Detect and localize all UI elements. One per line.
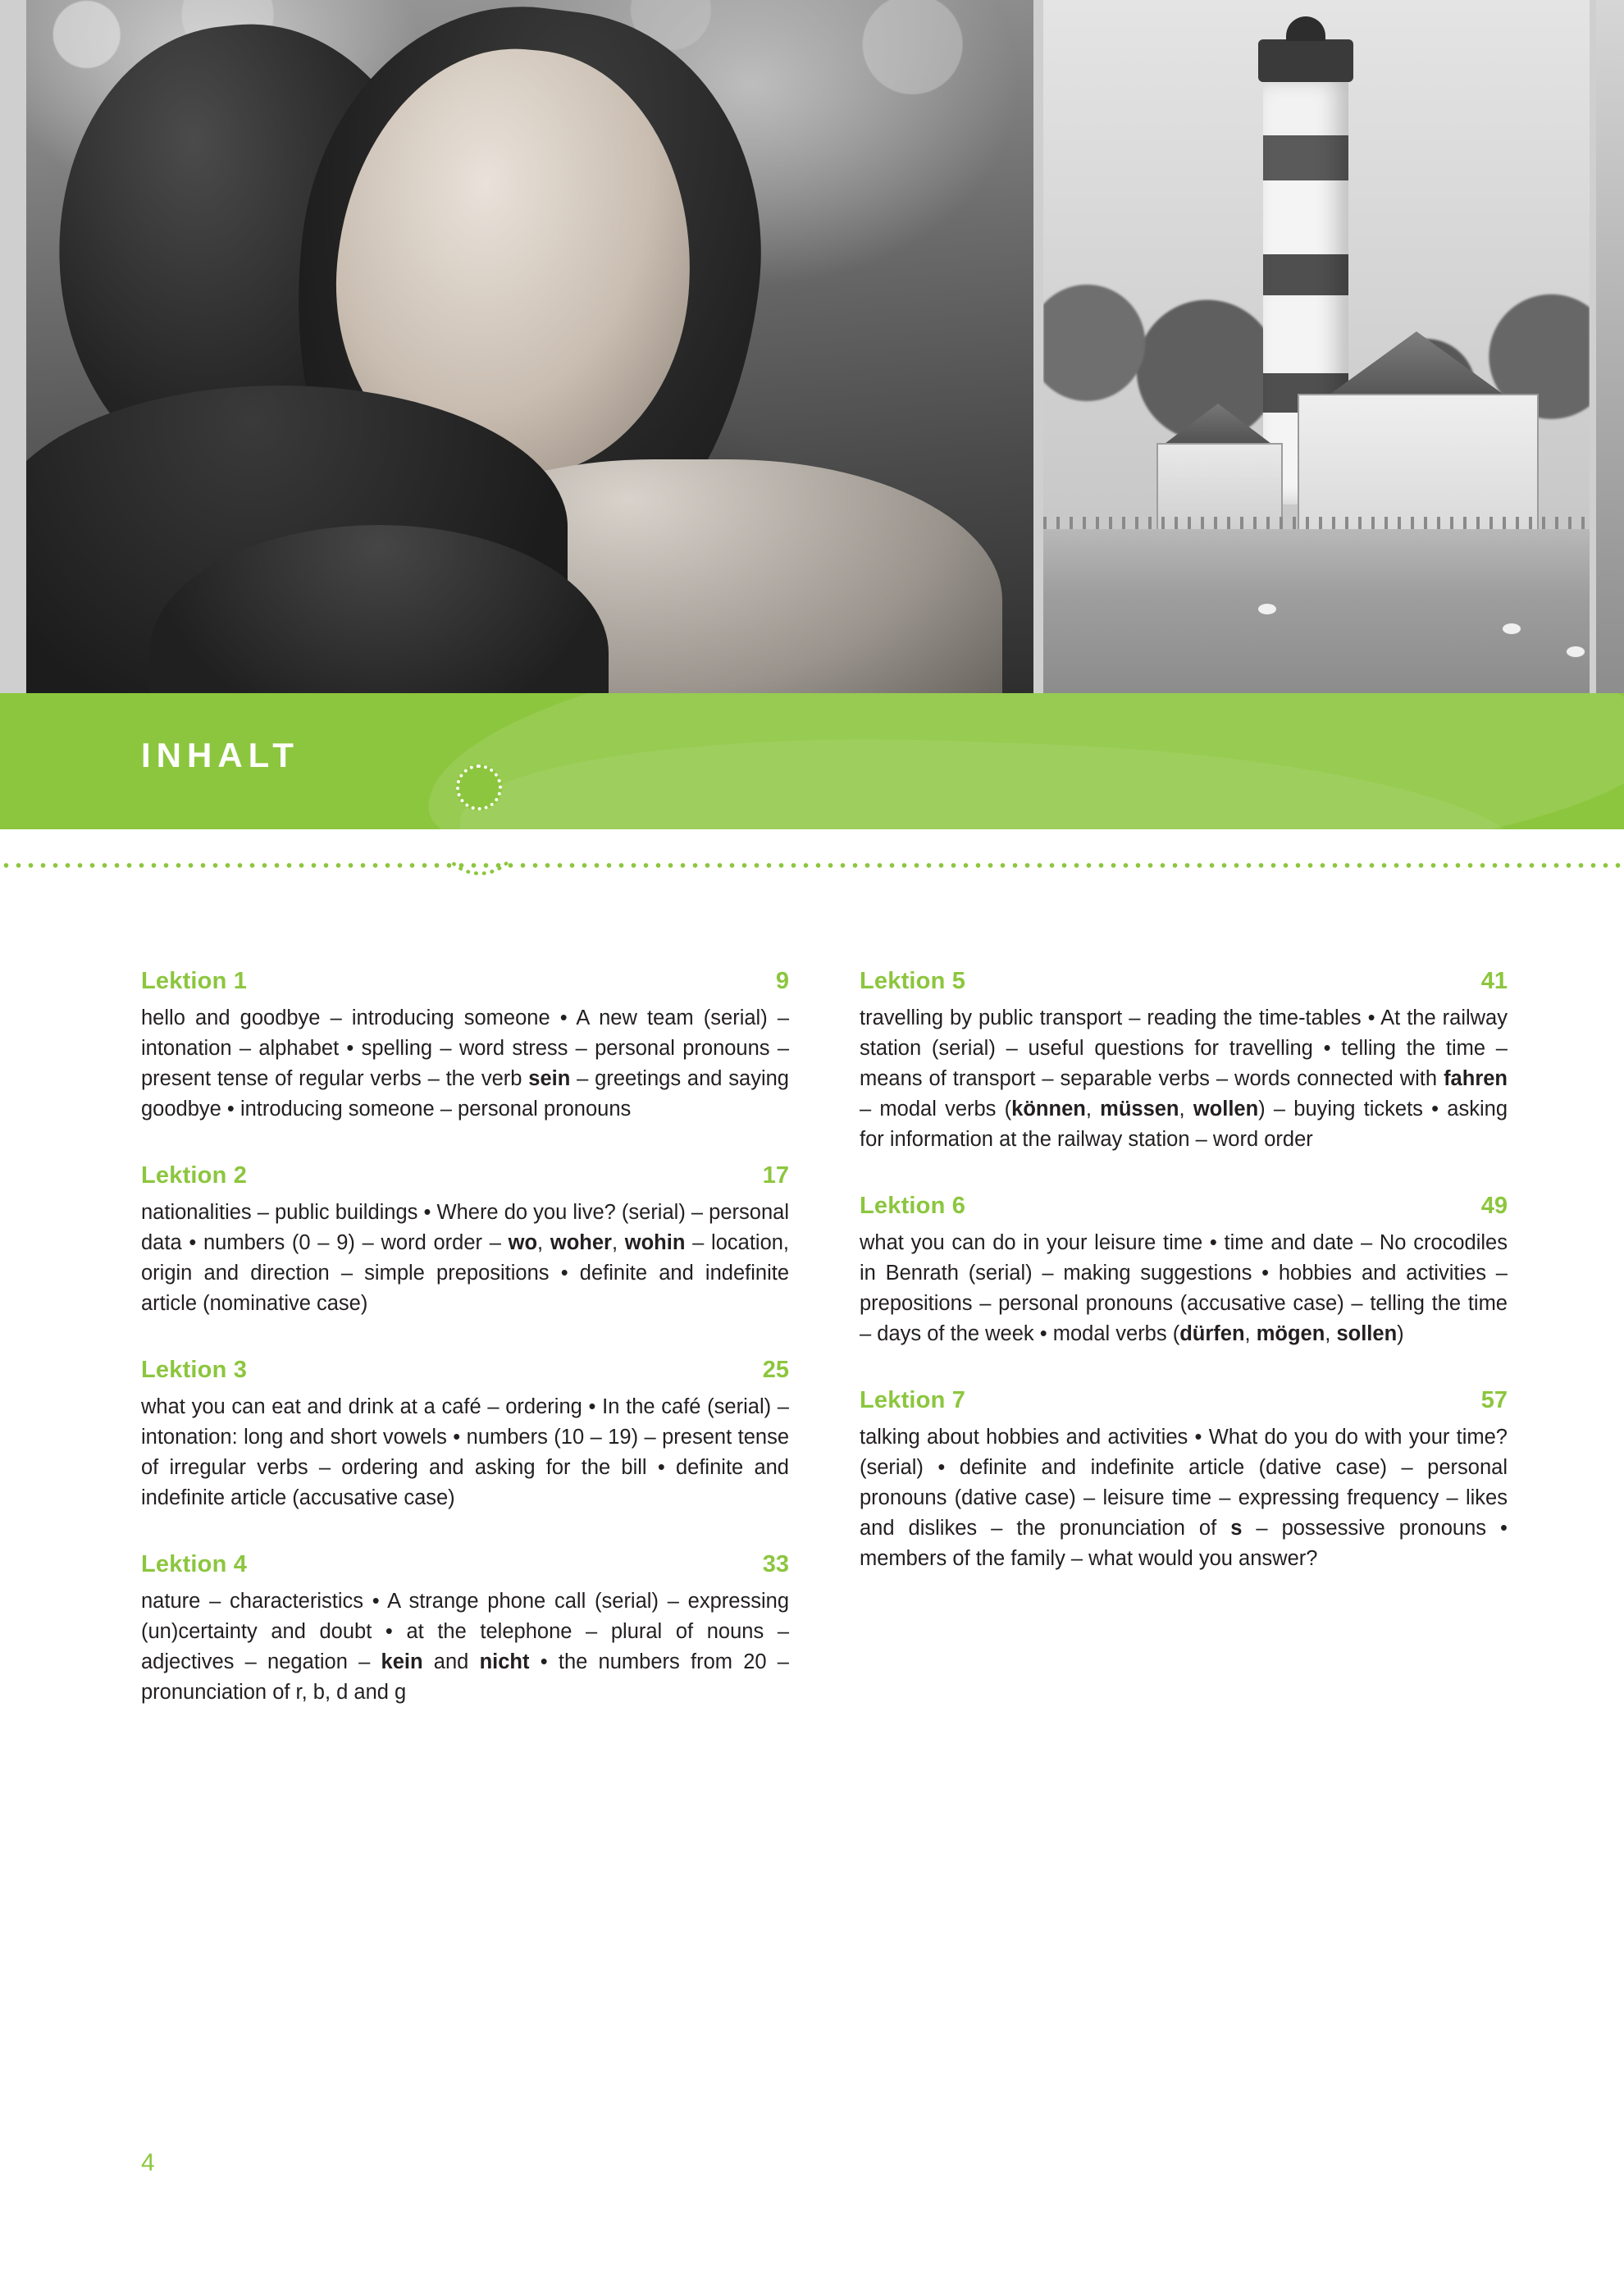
toc-entry-description: talking about hobbies and activities • What do you do with your time? (serial) • definite and indefinite article (dative case) – personal pronouns (dative case) – leisure time – expressing frequency – likes and dislikes – the pronunciation of s – possessive pronouns • members of the family – what would you answer? [860, 1426, 1508, 1570]
toc-entry-page-number: 9 [775, 968, 789, 994]
toc-entry-header [141, 968, 789, 995]
toc-entry-description: travelling by public transport – reading the time-tables • At the railway station (serial) – useful questions for travelling • telling the time – means of transport – separable verbs – words connected with fahren – modal verbs (können, müssen, wollen) – buying tickets • asking for information at the railway station – word order [860, 1006, 1508, 1151]
toc-entry-title: Lektion 4 [141, 1551, 248, 1577]
toc-entry-header [141, 1551, 789, 1578]
toc-entry-description: nature – characteristics • A strange phone call (serial) – expressing (un)certainty and doubt • at the telephone – plural of nouns – adjectives – negation – kein and nicht • the numbers from 20 – pronunciation of r, b, d and g [141, 1590, 789, 1704]
toc-entry-title: Lektion 5 [860, 968, 966, 994]
toc-entry-page-number: 57 [1480, 1387, 1508, 1413]
toc-right-column [860, 968, 1508, 1612]
toc-entry-page-number: 25 [762, 1357, 789, 1383]
photo-sheep [1258, 604, 1276, 614]
toc-entry-title: Lektion 7 [860, 1387, 966, 1413]
toc-entry-header [860, 968, 1508, 995]
photo-meadow [1043, 529, 1590, 693]
toc-entry-lektion-5[interactable] [860, 968, 1508, 1155]
toc-entry-header [860, 1193, 1508, 1220]
lighthouse-photo [1043, 0, 1590, 693]
toc-entry-title: Lektion 3 [141, 1357, 248, 1383]
toc-entry-title: Lektion 6 [860, 1193, 966, 1219]
coastal-photo-sliver [1596, 0, 1624, 693]
toc-entry-lektion-7[interactable] [860, 1387, 1508, 1574]
toc-entry-header [141, 1357, 789, 1384]
toc-entry-description: nationalities – public buildings • Where do you live? (serial) – personal data • numbers (0 – 9) – word order – wo, woher, wohin – location, origin and direction – simple prepositions • definite and indefinite article (nominative case) [141, 1201, 790, 1315]
toc-entry-description: what you can do in your leisure time • time and date – No crocodiles in Benrath (serial) – making suggestions • hobbies and activities – prepositions – personal pronouns (accusative case) – telling the time – days of the week • modal verbs (dürfen, mögen, sollen) [860, 1231, 1508, 1345]
toc-entry-page-number: 41 [1480, 968, 1508, 994]
toc-entry-page-number: 33 [762, 1551, 789, 1577]
inhalt-banner [0, 693, 1624, 829]
toc-left-column [141, 968, 789, 1746]
toc-entry-page-number: 49 [1480, 1193, 1508, 1219]
toc-entry-description: what you can eat and drink at a café – ordering • In the café (serial) – intonation: long and short vowels • numbers (10 – 19) – present tense of irregular verbs – ordering and asking for the bill • definite and indefinite article (accusative case) [141, 1395, 789, 1509]
toc-entry-page-number: 17 [762, 1162, 789, 1189]
toc-entry-title: Lektion 1 [141, 968, 248, 994]
toc-entry-header [860, 1387, 1508, 1414]
couple-embracing-photo [26, 0, 1033, 693]
photo-keepers-house [1298, 394, 1539, 536]
toc-entry-header [141, 1162, 789, 1189]
toc-entry-lektion-4[interactable] [141, 1551, 789, 1708]
toc-entry-lektion-1[interactable] [141, 968, 789, 1125]
toc-entry-lektion-3[interactable] [141, 1357, 789, 1513]
page-folio-number: 4 [141, 2149, 155, 2176]
hero-image-band [0, 0, 1624, 693]
page-title: INHALT [141, 736, 299, 774]
photo-sheep [1567, 646, 1585, 657]
toc-entry-title: Lektion 2 [141, 1162, 248, 1189]
photo-sheep [1503, 623, 1521, 634]
toc-entry-lektion-6[interactable] [860, 1193, 1508, 1349]
toc-entry-description: hello and goodbye – introducing someone • A new team (serial) – intonation – alphabet • spelling – word stress – personal pronouns – present tense of regular verbs – the verb sein – greetings and saying goodbye • introducing someone – personal pronouns [141, 1006, 789, 1121]
toc-entry-lektion-2[interactable] [141, 1162, 789, 1319]
dotted-rule-divider [0, 863, 1624, 868]
dotted-circle-decoration [456, 765, 502, 810]
photo-lighthouse-lantern [1258, 39, 1353, 82]
